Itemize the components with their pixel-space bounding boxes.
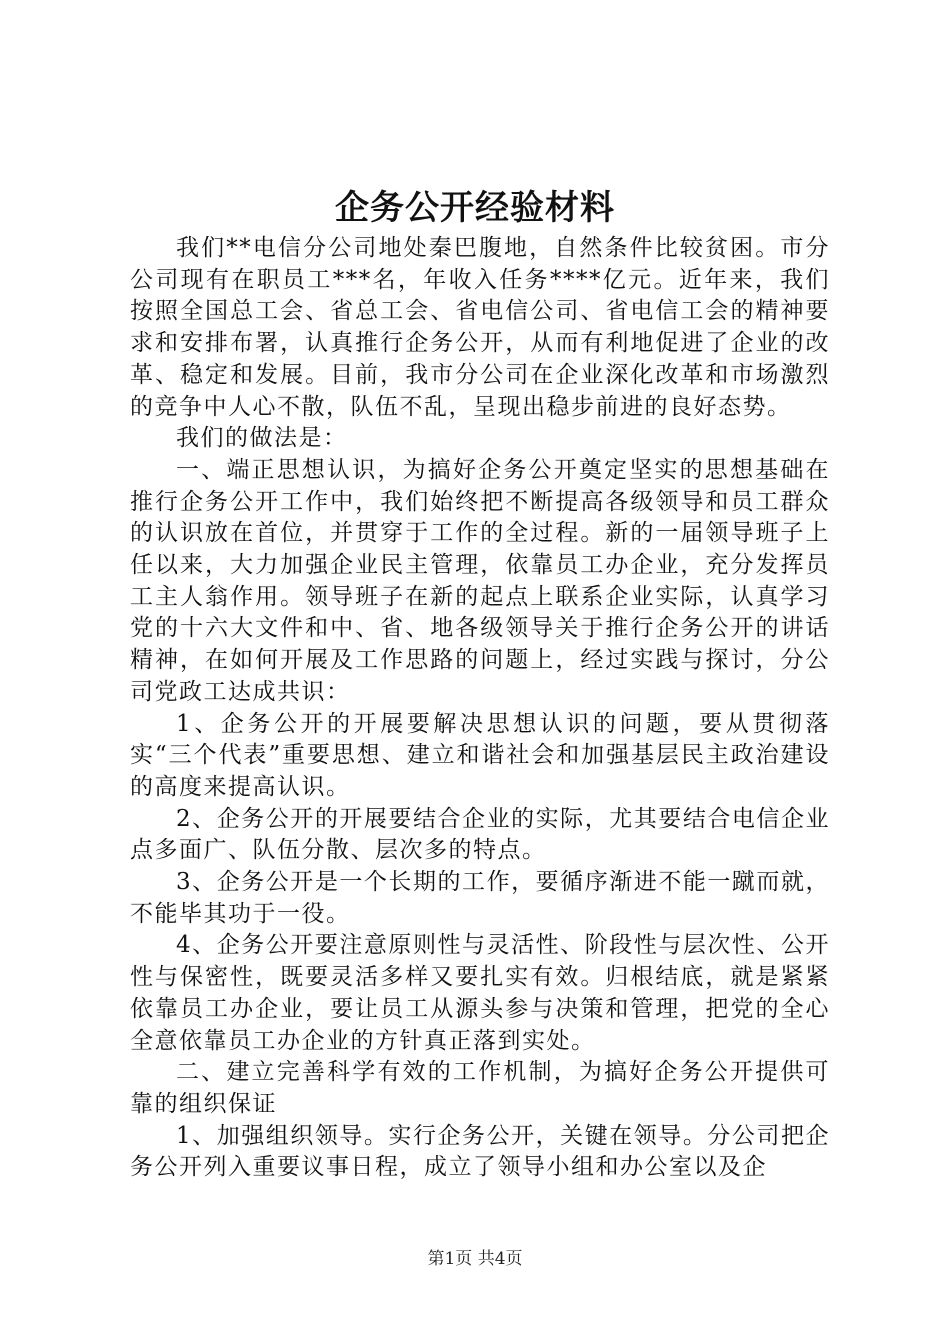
paragraph-item-3: 3、企务公开是一个长期的工作，要循序渐进不能一蹴而就，不能毕其功于一役。 — [130, 869, 830, 927]
paragraph-item-1: 1、企务公开的开展要解决思想认识的问题，要从贯彻落实“三个代表”重要思想、建立和谐社会和加强基层民主政治建设的高度来提高认识。 — [130, 710, 830, 800]
paragraph-intro: 我们**电信分公司地处秦巴腹地，自然条件比较贫困。市分公司现有在职员工***名，年收入任务****亿元。近年来，我们按照全国总工会、省总工会、省电信公司、省电信工会的精神要求和安排布署，认真推行企务公开，从而有利地促进了企业的改革、稳定和发展。目前，我市分公司在企业深化改革和市场激烈的竞争中人心不散，队伍不乱，呈现出稳步前进的良好态势。 — [130, 235, 830, 420]
paragraph-section-2-item-1: 1、加强组织领导。实行企务公开，关键在领导。分公司把企务公开列入重要议事日程，成立了领导小组和办公室以及企 — [130, 1122, 830, 1181]
paragraph-section-1: 一、端正思想认识，为搞好企务公开奠定坚实的思想基础在推行企务公开工作中，我们始终把不断提高各级领导和员工群众的认识放在首位，并贯穿于工作的全过程。新的一届领导班子上任以来，大力加强企业民主管理，依靠员工办企业，充分发挥员工主人翁作用。领导班子在新的起点上联系企业实际，认真学习党的十六大文件和中、省、地各级领导关于推行企务公开的讲话精神，在如何开展及工作思路的问题上，经过实践与探讨，分公司党政工达成共识： — [130, 456, 830, 705]
paragraph-item-2: 2、企务公开的开展要结合企业的实际，尤其要结合电信企业点多面广、队伍分散、层次多的特点。 — [130, 805, 830, 864]
document-body — [130, 233, 830, 1184]
document-title: 企务公开经验材料 — [335, 188, 615, 228]
paragraph-item-4: 4、企务公开要注意原则性与灵活性、阶段性与层次性、公开性与保密性，既要灵活多样又要扎实有效。归根结底，就是紧紧依靠员工办企业，要让员工从源头参与决策和管理，把党的全心全意依靠员工办企业的方针真正落到实处。 — [130, 932, 830, 1054]
paragraph-approach: 我们的做法是： — [176, 425, 348, 452]
paragraph-section-2: 二、建立完善科学有效的工作机制，为搞好企务公开提供可靠的组织保证 — [130, 1059, 830, 1117]
page-footer: 第1页 共4页 — [427, 1249, 523, 1269]
